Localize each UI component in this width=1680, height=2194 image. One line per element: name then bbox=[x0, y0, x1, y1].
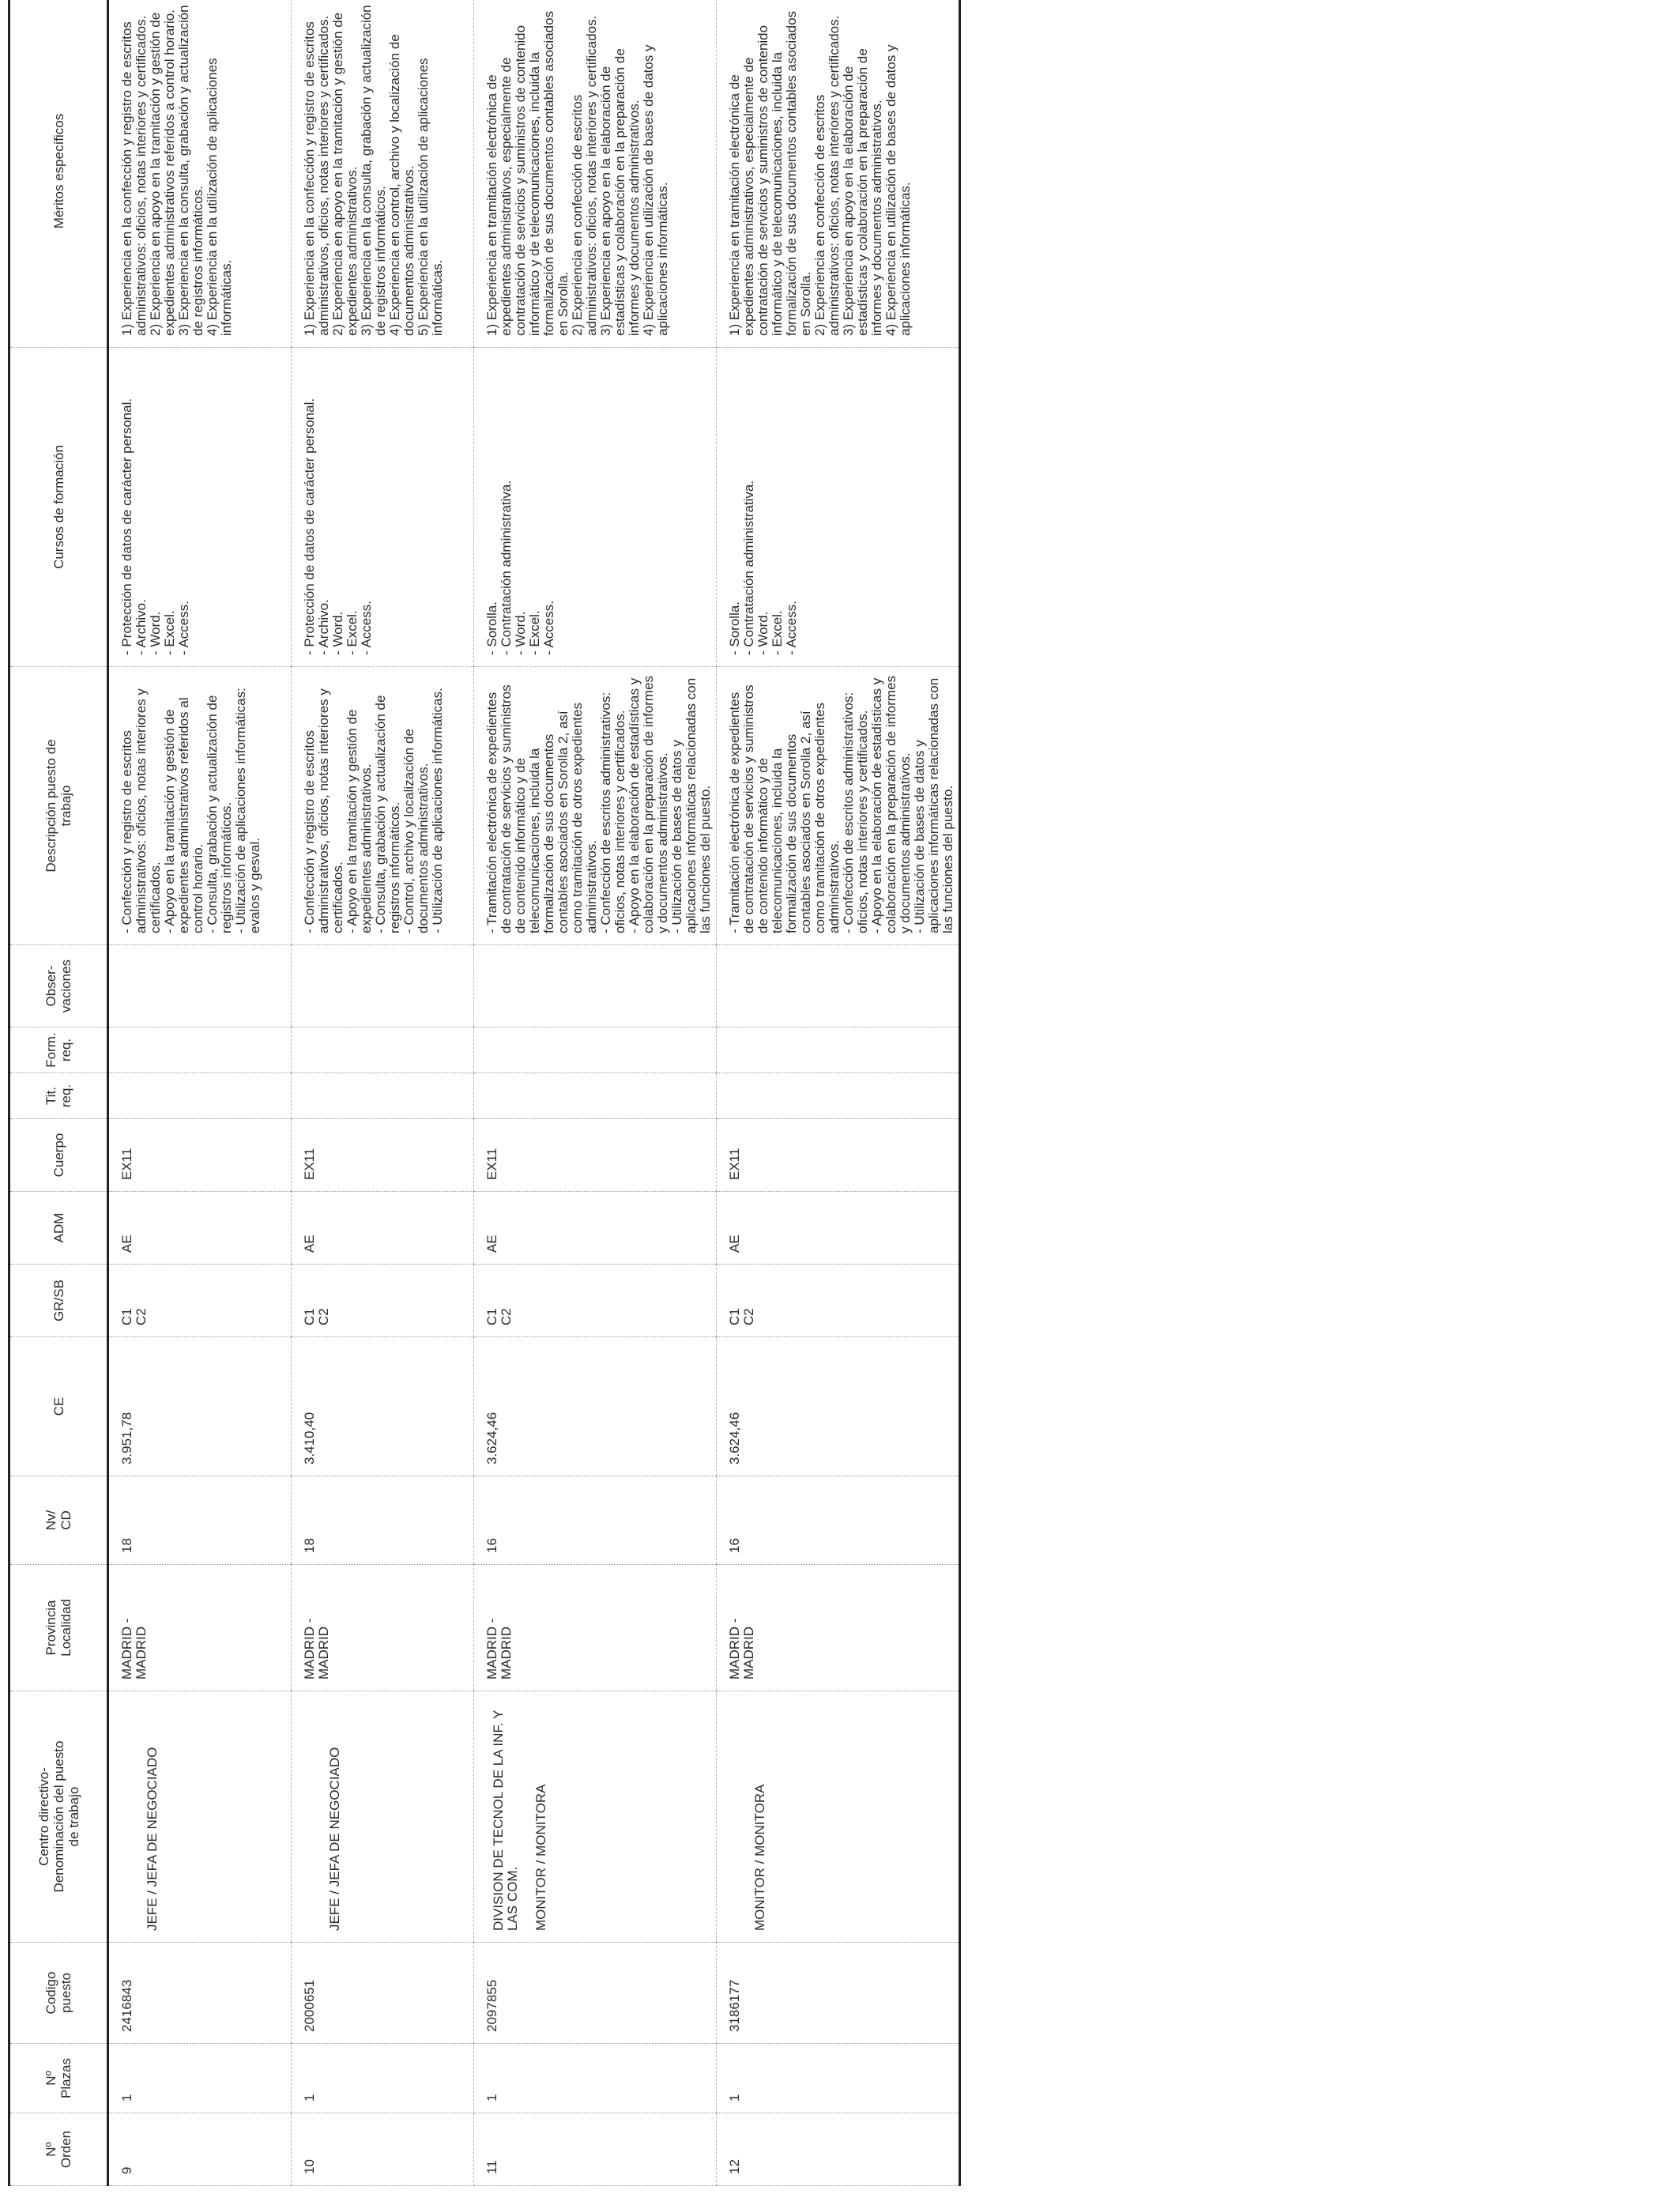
header-codigo: Codigo puesto bbox=[9, 1943, 108, 2044]
cell-nivel: 18 bbox=[292, 1476, 474, 1565]
header-nivel: Nv/ CD bbox=[9, 1476, 108, 1565]
cell-plazas: 1 bbox=[717, 2044, 960, 2113]
cell-ce: 3.624,46 bbox=[474, 1337, 717, 1476]
header-cursos: Cursos de formación bbox=[9, 348, 108, 667]
header-centro: Centro directivo- Denominación del puesto de trabajo bbox=[9, 1691, 108, 1943]
cell-descripcion: - Tramitación electrónica de expedientes de contratación de servicios y suministros de contenido informático y de telecomunicaciones, incluida la formalización de sus documentos contables asociados en Sorolla 2, así como tramitación de otros expedientes administrativos. - Confección de escritos administrativos: oficios, notas interiores y certificados. - Apoyo en la elaboración de estadísticas y colaboración en la preparación de informes y documentos administrativos. - Utilización de bases de datos y aplicaciones informáticas relacionadas con las funciones del puesto. bbox=[474, 667, 717, 945]
cell-ce: 3.624,46 bbox=[717, 1337, 960, 1476]
header-plazas: Nº Plazas bbox=[9, 2044, 108, 2113]
cell-cuerpo: EX11 bbox=[717, 1119, 960, 1192]
cell-cursos: - Sorolla. - Contratación administrativa. - Word. - Excel. - Access. bbox=[717, 348, 960, 667]
header-tit: Tit. req. bbox=[9, 1073, 108, 1119]
cell-codigo: 2097855 bbox=[474, 1943, 717, 2044]
header-cuerpo: Cuerpo bbox=[9, 1119, 108, 1192]
header-descripcion: Descripción puesto de trabajo bbox=[9, 667, 108, 945]
cell-orden: 9 bbox=[108, 2113, 292, 2186]
header-ce: CE bbox=[9, 1337, 108, 1476]
cell-obs bbox=[717, 945, 960, 1027]
cell-centro bbox=[717, 1691, 960, 1943]
cell-plazas: 1 bbox=[108, 2044, 292, 2113]
cell-nivel: 16 bbox=[717, 1476, 960, 1565]
cell-form bbox=[474, 1027, 717, 1073]
cell-grupo: C1 C2 bbox=[108, 1265, 292, 1337]
table-row bbox=[717, 0, 960, 2186]
cell-ce: 3.951,78 bbox=[108, 1337, 292, 1476]
cell-grupo: C1 C2 bbox=[474, 1265, 717, 1337]
cell-grupo: C1 C2 bbox=[292, 1265, 474, 1337]
cell-plazas: 1 bbox=[292, 2044, 474, 2113]
cell-form bbox=[292, 1027, 474, 1073]
cell-adm: AE bbox=[292, 1192, 474, 1265]
cell-provincia: MADRID - MADRID bbox=[474, 1565, 717, 1691]
cell-obs bbox=[292, 945, 474, 1027]
header-meritos: Méritos específicos bbox=[9, 0, 108, 348]
cell-codigo: 2000651 bbox=[292, 1943, 474, 2044]
cell-centro bbox=[108, 1691, 292, 1943]
header-adm: ADM bbox=[9, 1192, 108, 1265]
header-provincia: Provincia Localidad bbox=[9, 1565, 108, 1691]
cell-cursos: - Protección de datos de carácter personal. - Archivo. - Word. - Excel. - Access. bbox=[108, 348, 292, 667]
cell-adm: AE bbox=[474, 1192, 717, 1265]
cell-meritos: 1) Experiencia en la confección y registro de escritos administrativos: oficios, notas interiores y certificados. 2) Experiencia en apoyo en la tramitación y gestión de expedientes administrativos referidos a control horario. 3) Experiencia en la consulta, grabación y actualización de registros informáticos. 4) Experiencia en la utilización de aplicaciones informáticas. bbox=[108, 0, 292, 348]
cell-puesto: MONITOR / MONITORA bbox=[752, 1784, 767, 1931]
cell-obs bbox=[474, 945, 717, 1027]
cell-ce: 3.410,40 bbox=[292, 1337, 474, 1476]
cell-provincia: MADRID - MADRID bbox=[717, 1565, 960, 1691]
cell-tit bbox=[474, 1073, 717, 1119]
cell-form bbox=[108, 1027, 292, 1073]
table-row bbox=[108, 0, 292, 2186]
cell-meritos: 1) Experiencia en la confección y registro de escritos administrativos, oficios, notas interiores y certificados. 2) Experiencia en apoyo en la tramitación y gestión de expedientes administrativos. 3) Experiencia en la consulta, grabación y actualización de registros informáticos. 4) Experiencia en control, archivo y localización de documentos administrativos. 5) Experiencia en la utilización de aplicaciones informáticas. bbox=[292, 0, 474, 348]
table-header-row bbox=[9, 0, 108, 2186]
cell-tit bbox=[292, 1073, 474, 1119]
cell-grupo: C1 C2 bbox=[717, 1265, 960, 1337]
table-row bbox=[474, 0, 717, 2186]
cell-cuerpo: EX11 bbox=[292, 1119, 474, 1192]
cell-meritos: 1) Experiencia en tramitación electrónica de expedientes administrativos, especialmente de contratación de servicios y suministros de contenido informático y de telecomunicaciones, incluida la formalización de sus documentos contables asociados en Sorolla. 2) Experiencia en confección de escritos administrativos: oficios, notas interiores y certificados. 3) Experiencia en apoyo en la elaboración de estadísticas y colaboración en la preparación de informes y documentos administrativos. 4) Experiencia en utilización de bases de datos y aplicaciones informáticas. bbox=[474, 0, 717, 348]
header-obs: Obser- vaciones bbox=[9, 945, 108, 1027]
cell-codigo: 2416843 bbox=[108, 1943, 292, 2044]
header-grupo: GR/SB bbox=[9, 1265, 108, 1337]
cell-centro bbox=[292, 1691, 474, 1943]
cell-unit: DIVISION DE TECNOL DE LA INF. Y LAS COM. bbox=[491, 1710, 520, 1931]
cell-codigo: 3186177 bbox=[717, 1943, 960, 2044]
cell-provincia: MADRID - MADRID bbox=[108, 1565, 292, 1691]
cell-puesto: JEFE / JEFA DE NEGOCIADO bbox=[327, 1747, 342, 1931]
cell-meritos: 1) Experiencia en tramitación electrónica de expedientes administrativos, especialmente de contratación de servicios y suministros de contenido informático y de telecomunicaciones, incluida la formalización de sus documentos contables asociados en Sorolla. 2) Experiencia en confección de escritos administrativos: oficios, notas interiores y certificados. 3) Experiencia en apoyo en la elaboración de estadísticas y colaboración en la preparación de informes y documentos administrativos. 4) Experiencia en utilización de bases de datos y aplicaciones informáticas. bbox=[717, 0, 960, 348]
cell-centro bbox=[474, 1691, 717, 1943]
cell-descripcion: - Tramitación electrónica de expedientes de contratación de servicios y suministros de contenido informático y de telecomunicaciones, incluida la formalización de sus documentos contables asociados en Sorolla 2, así como tramitación de otros expedientes administrativos. - Confección de escritos administrativos: oficios, notas interiores y certificados. - Apoyo en la elaboración de estadísticas y colaboración en la preparación de informes y documentos administrativos. - Utilización de bases de datos y aplicaciones informáticas relacionadas con las funciones del puesto. bbox=[717, 667, 960, 945]
cell-orden: 12 bbox=[717, 2113, 960, 2186]
cell-adm: AE bbox=[717, 1192, 960, 1265]
cell-cuerpo: EX11 bbox=[108, 1119, 292, 1192]
cell-cursos: - Protección de datos de carácter personal. - Archivo. - Word. - Excel. - Access. bbox=[292, 348, 474, 667]
cell-orden: 11 bbox=[474, 2113, 717, 2186]
cell-orden: 10 bbox=[292, 2113, 474, 2186]
job-positions-table bbox=[8, 0, 961, 2186]
cell-obs bbox=[108, 945, 292, 1027]
cell-form bbox=[717, 1027, 960, 1073]
cell-plazas: 1 bbox=[474, 2044, 717, 2113]
header-orden: Nº Orden bbox=[9, 2113, 108, 2186]
cell-descripcion: - Confección y registro de escritos administrativos: oficios, notas interiores y certificados. - Apoyo en la tramitación y gestión de expedientes administrativos referidos al control horario. - Consulta, grabación y actualización de registros informáticos. - Utilización de aplicaciones informáticas: evalos y gesval. bbox=[108, 667, 292, 945]
cell-puesto: MONITOR / MONITORA bbox=[533, 1784, 548, 1931]
cell-tit bbox=[717, 1073, 960, 1119]
cell-nivel: 16 bbox=[474, 1476, 717, 1565]
cell-nivel: 18 bbox=[108, 1476, 292, 1565]
table-row bbox=[292, 0, 474, 2186]
header-form: Form. req. bbox=[9, 1027, 108, 1073]
cell-cursos: - Sorolla. - Contratación administrativa. - Word. - Excel. - Access. bbox=[474, 348, 717, 667]
cell-cuerpo: EX11 bbox=[474, 1119, 717, 1192]
cell-descripcion: - Confección y registro de escritos administrativos, oficios, notas interiores y certificados. - Apoyo en la tramitación y gestión de expedientes administrativos. - Consulta, grabación y actualización de registros informáticos. - Control, archivo y localización de documentos administrativos. - Utilización de aplicaciones informáticas. bbox=[292, 667, 474, 945]
cell-adm: AE bbox=[108, 1192, 292, 1265]
cell-puesto: JEFE / JEFA DE NEGOCIADO bbox=[145, 1747, 160, 1931]
cell-provincia: MADRID - MADRID bbox=[292, 1565, 474, 1691]
cell-tit bbox=[108, 1073, 292, 1119]
